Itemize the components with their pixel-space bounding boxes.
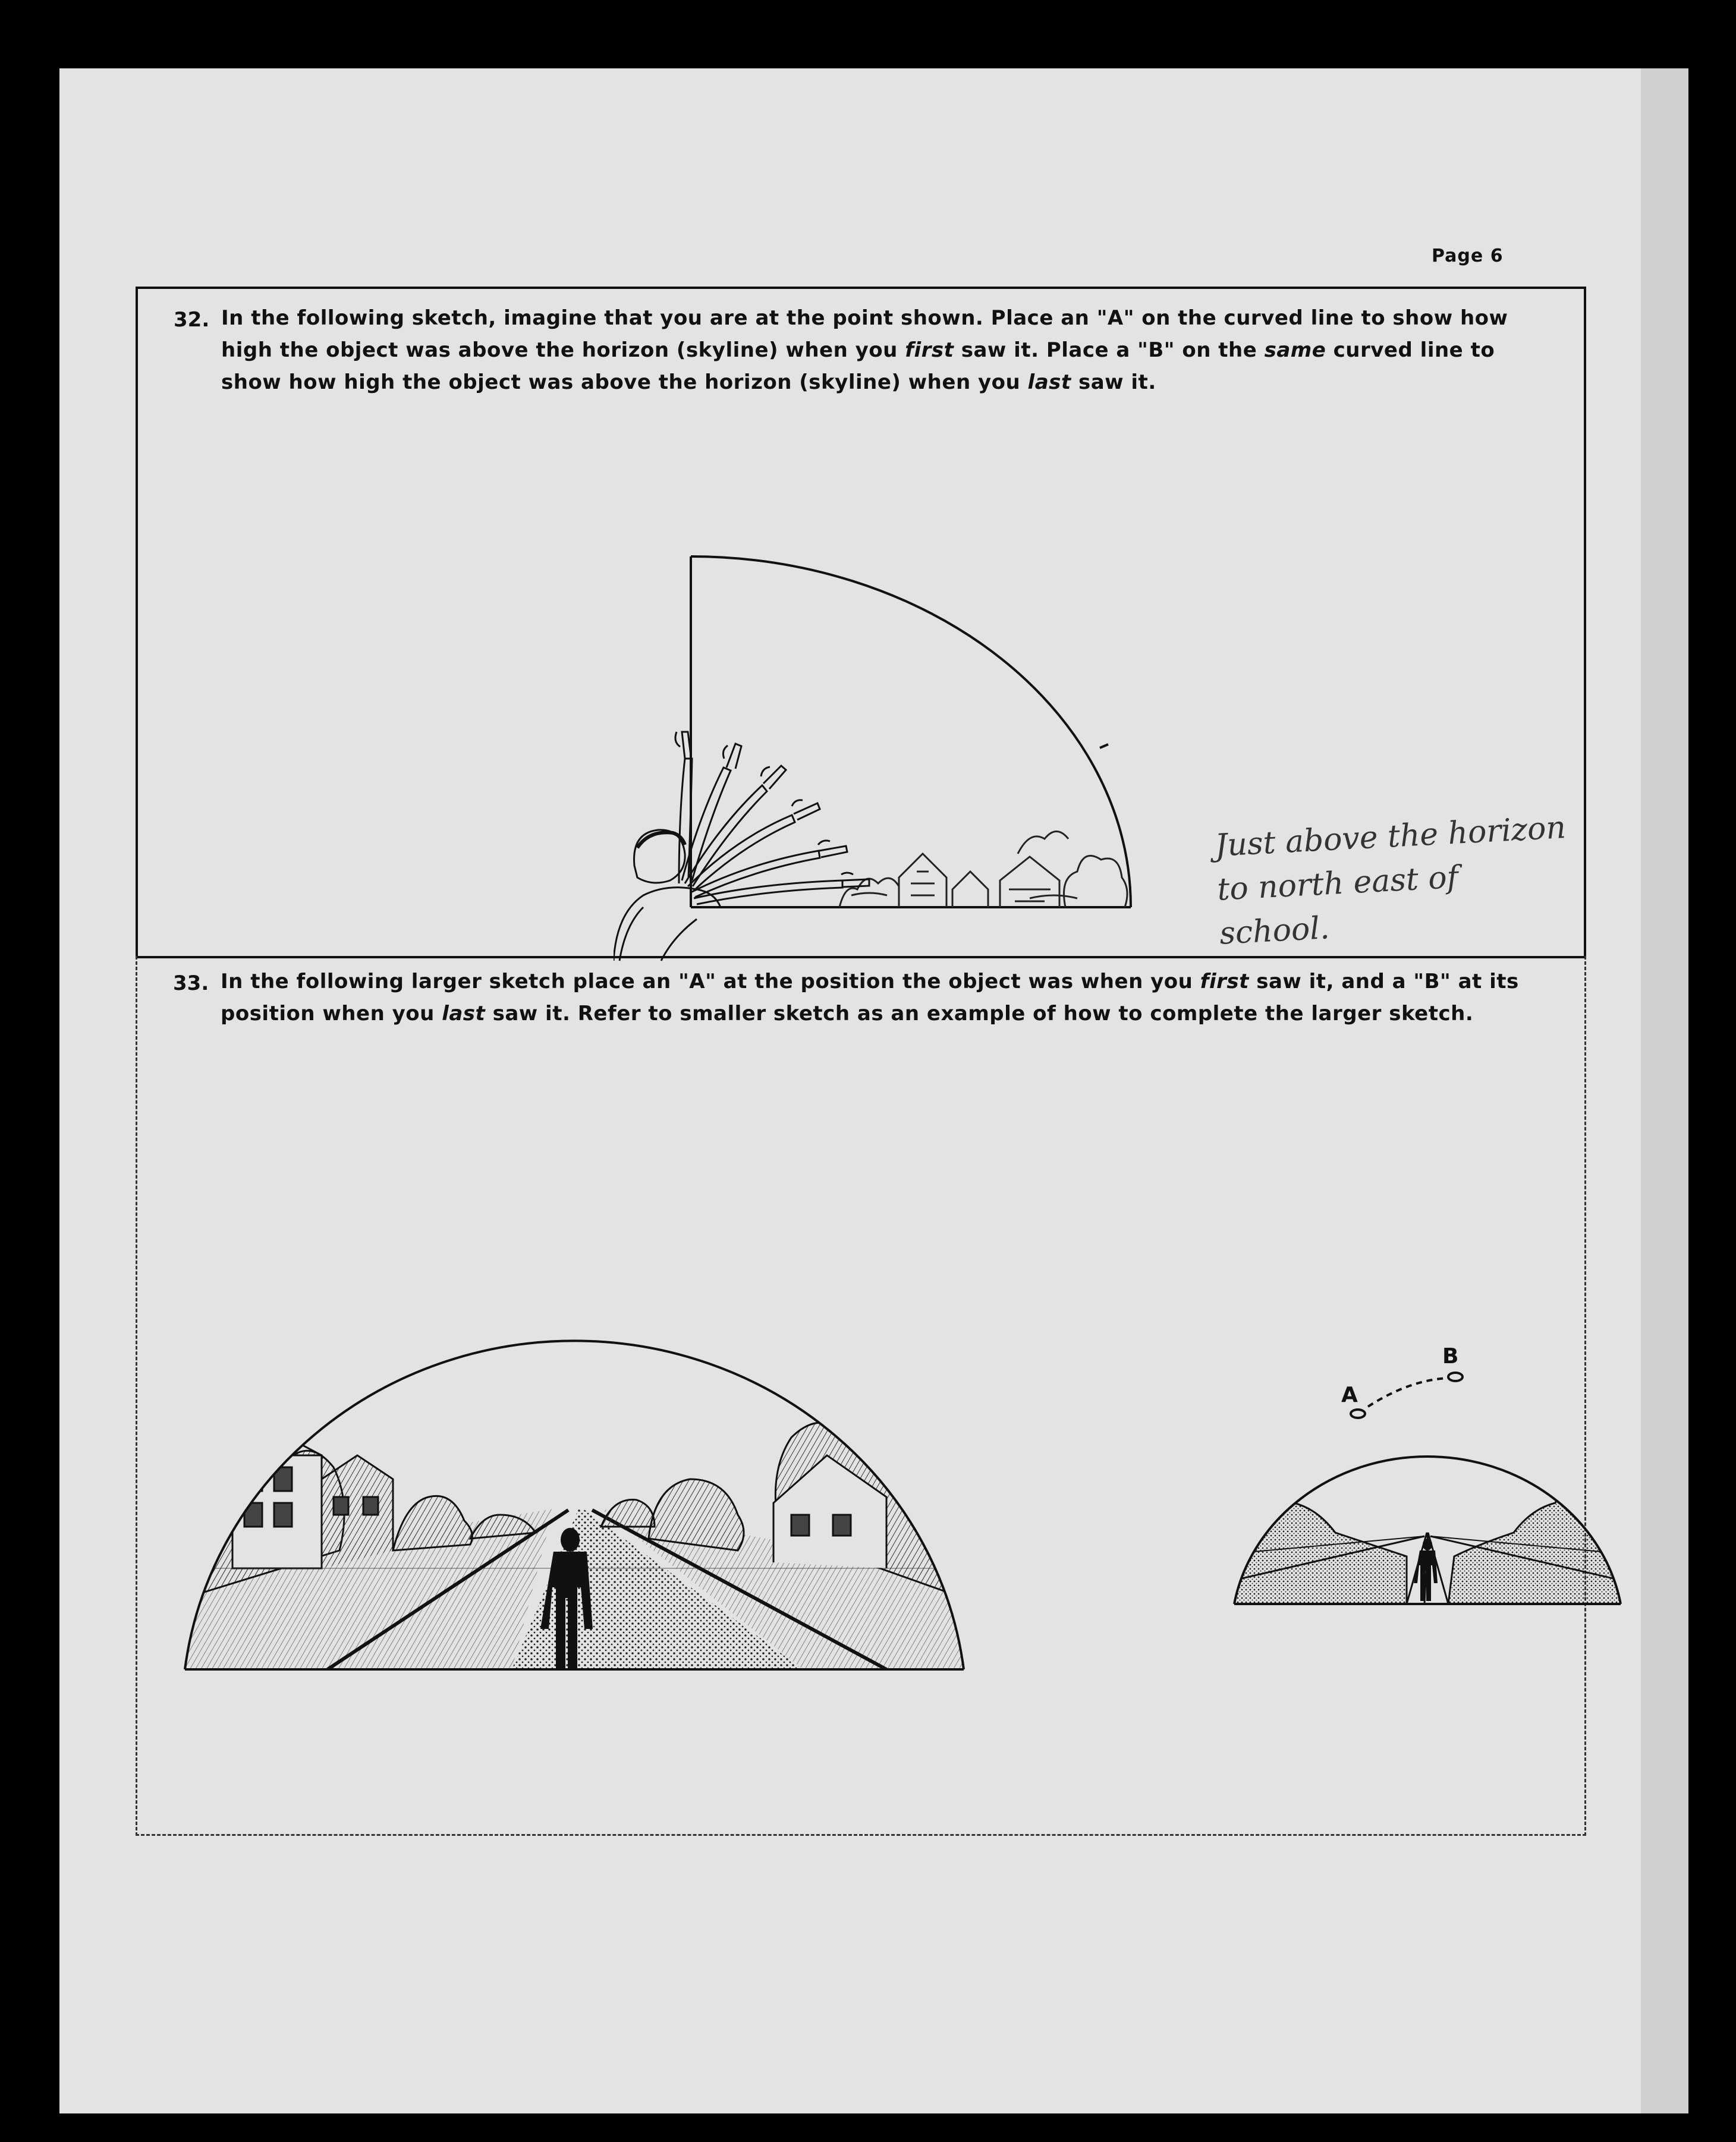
handwritten-line-3: school.: [1218, 910, 1331, 952]
page-number: Page 6: [1432, 246, 1504, 266]
quarter-arc-sketch: [614, 551, 1149, 967]
q32-l2-em2: same: [1264, 338, 1326, 362]
large-dome-sketch[interactable]: [173, 1289, 1005, 1705]
q33-l2-b: saw it. Refer to smaller sketch as an example of how to complete the larger sketch.: [485, 1002, 1474, 1026]
question-33-number: 33.: [173, 971, 209, 995]
example-label-a: A: [1341, 1383, 1358, 1407]
man-pointing-hands-icon: [614, 732, 869, 961]
q32-l3-a: show how high the object was above the horizon (skyline) when you: [221, 370, 1028, 394]
q33-l2-em: last: [442, 1002, 486, 1026]
q32-l3-b: saw it.: [1071, 370, 1156, 394]
example-object-a: [1351, 1410, 1365, 1418]
question-33-line-1: [221, 965, 1564, 998]
question-32-text: [221, 302, 1553, 398]
skyline-scenery: [839, 832, 1127, 908]
example-dome-sketch: [1228, 1331, 1633, 1628]
question-32-box: [136, 287, 1586, 958]
q32-l3-em: last: [1027, 370, 1071, 394]
q32-l2-b: saw it. Place a "B" on the: [954, 338, 1265, 362]
question-33-box: [136, 956, 1586, 1836]
question-32-line-2: [221, 334, 1553, 366]
handwritten-answer: [1214, 800, 1672, 955]
q33-l1-em: first: [1200, 970, 1249, 993]
arc-mark: [1100, 744, 1108, 748]
q33-l2-a: position when you: [221, 1002, 442, 1026]
q33-l1-b: saw it, and a "B" at its: [1248, 970, 1519, 993]
question-32-number: 32.: [174, 308, 210, 332]
question-32-line-3: [221, 366, 1553, 398]
example-left-treeline: [1234, 1443, 1407, 1604]
question-32-line-1: In the following sketch, imagine that you are at the point shown. Place an "A" on the curved line to show how: [221, 306, 1508, 330]
page-edge-strip: [1641, 68, 1688, 2113]
q32-l2-c: curved line to: [1326, 338, 1495, 362]
question-33-line-2: [221, 998, 1564, 1030]
example-object-path: [1368, 1378, 1448, 1407]
example-right-treeline: [1448, 1443, 1621, 1604]
q32-l2-em: first: [905, 338, 954, 362]
q33-l1-a: In the following larger sketch place an "A" at the position the object was when you: [221, 970, 1200, 993]
example-object-b: [1448, 1373, 1463, 1381]
handwritten-line-1: Just above the horizon: [1214, 810, 1567, 864]
question-33-text: [221, 965, 1564, 1030]
elevation-arc-curve[interactable]: [691, 556, 1131, 907]
handwritten-line-2: to north east of: [1216, 859, 1460, 908]
q32-l2-a: high the object was above the horizon (skyline) when you: [221, 338, 905, 362]
example-label-b: B: [1442, 1344, 1459, 1369]
document-page: [59, 68, 1688, 2113]
